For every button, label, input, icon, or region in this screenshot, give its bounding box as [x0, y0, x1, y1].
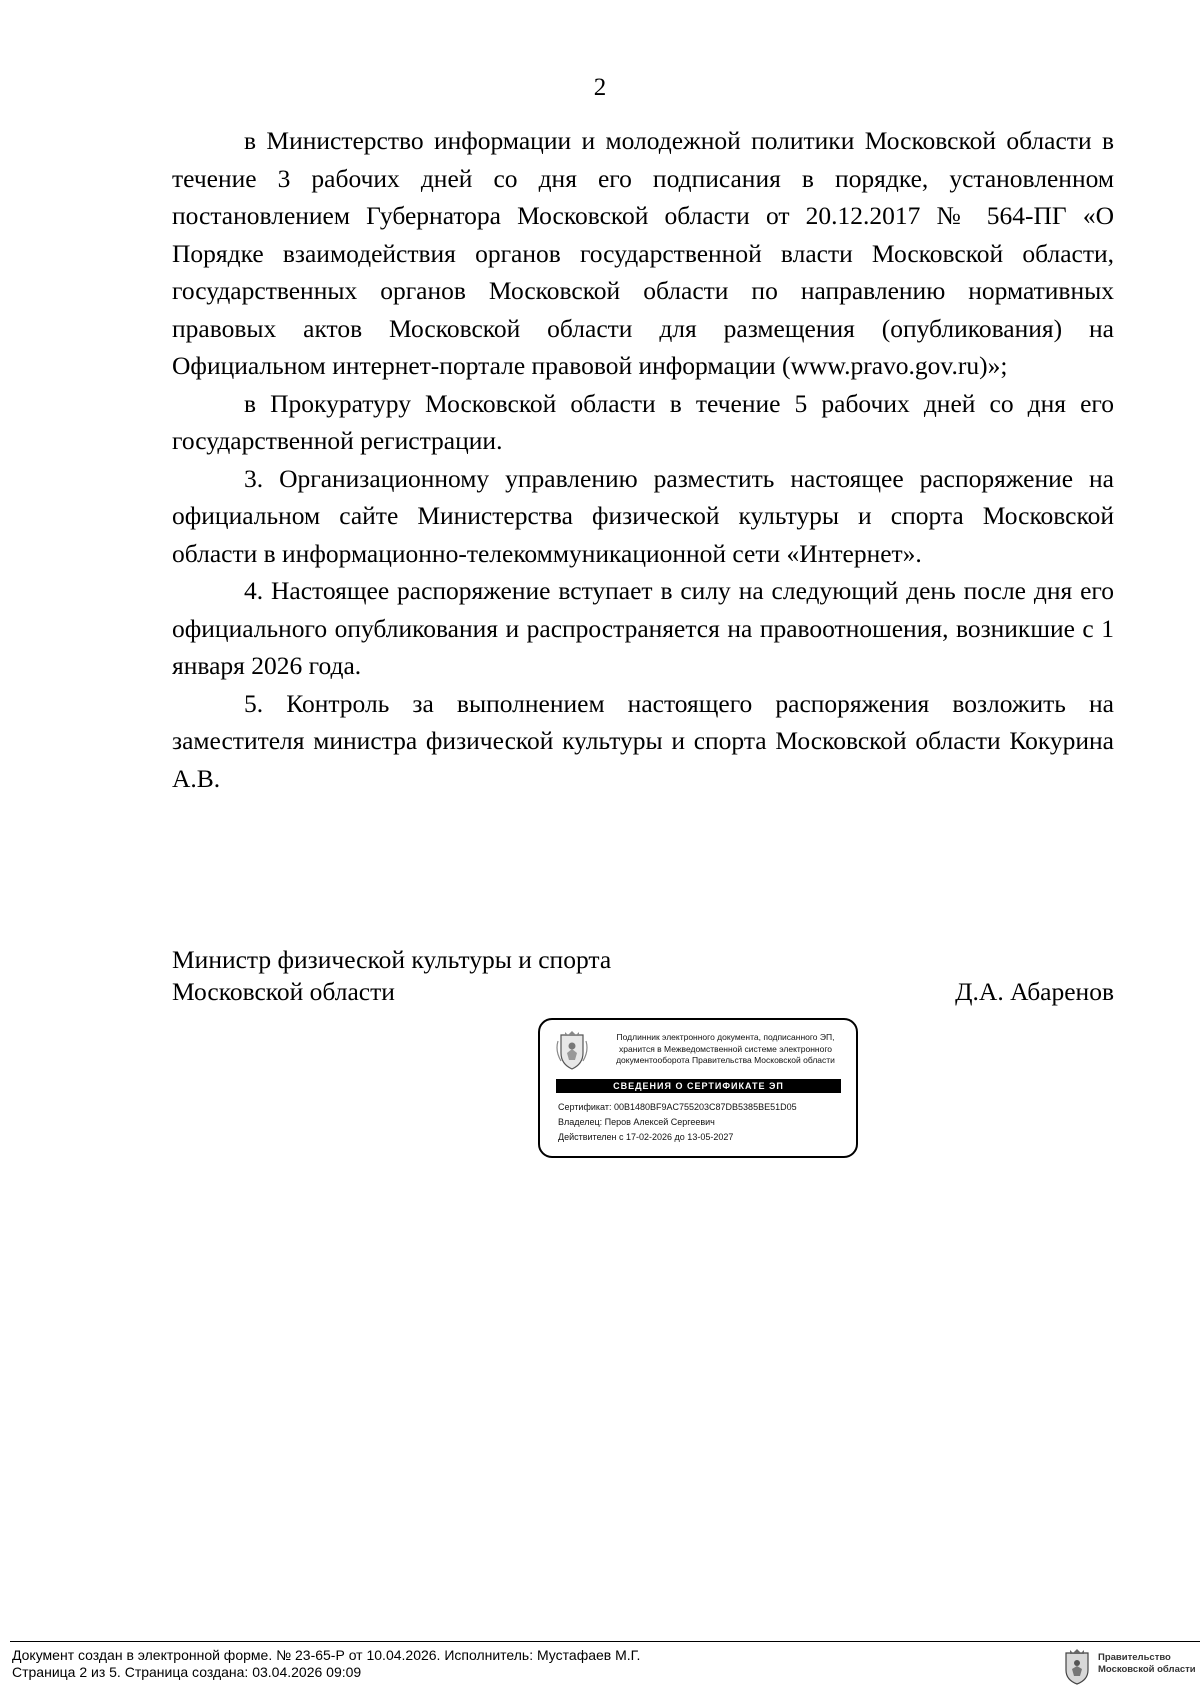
org-line-2: Московской области	[1098, 1664, 1196, 1675]
paragraph-item-3: 3. Организационному управлению разместить настоящее распоряжение на официальном сайте Министерства физической культуры и спорта Московской области в информационно-телекоммуникационной сети «Интернет».	[172, 463, 1114, 568]
footer-info	[12, 1647, 640, 1681]
paragraph-item-4: 4. Настоящее распоряжение вступает в силу на следующий день после дня его официального опубликования и распространяется на правоотношения, возникшие с 1 января 2026 года.	[172, 576, 1114, 680]
storage-notice-line-2: хранится в Межведомственной системе электронного	[619, 1043, 832, 1054]
footer-line-2: Страница 2 из 5. Страница создана: 03.04.2026 09:09	[12, 1664, 362, 1680]
certificate-number: Сертификат: 00B1480BF9AC755203C87DB5385BE51D05	[558, 1102, 797, 1112]
page-number: 2	[593, 74, 607, 101]
footer-line-1: Документ создан в электронной форме. № 23-65-Р от 10.04.2026. Исполнитель: Мустафаев М.Г.	[12, 1647, 641, 1663]
certificate-owner: Владелец: Перов Алексей Сергеевич	[558, 1117, 715, 1127]
storage-notice-line-3: документооборота Правительства Московской области	[616, 1055, 835, 1065]
certificate-details	[558, 1100, 850, 1145]
signature-block	[172, 944, 1114, 1008]
paragraph-publication: в Министерство информации и молодежной политики Московской области в течение 3 рабочих дней со дня его подписания в порядке, установленном постановлением Губернатора Московской области от 20.12.2017 № 564-ПГ «О Порядке взаимодействия органов государственной власти Московской области, государственных органов Московской области по направлению нормативных правовых актов Московской области для размещения (опубликования) на Официальном интернет-портале правовой информации (www.pravo.gov.ru)»;	[172, 126, 1114, 380]
position-line-1: Министр физической культуры и спорта	[172, 945, 612, 974]
org-line-1: Правительство	[1098, 1652, 1171, 1663]
signatory-position	[172, 944, 611, 1008]
government-org-name	[1098, 1652, 1200, 1676]
coat-of-arms-icon	[1062, 1648, 1092, 1686]
storage-notice	[598, 1032, 853, 1067]
certificate-validity: Действителен с 17-02-2026 до 13-05-2027	[558, 1132, 734, 1142]
electronic-signature-stamp	[538, 1018, 858, 1158]
certificate-header: СВЕДЕНИЯ О СЕРТИФИКАТЕ ЭП	[556, 1079, 841, 1093]
document-body	[172, 122, 1114, 797]
government-logo	[1062, 1646, 1200, 1690]
position-line-2: Московской области	[172, 977, 395, 1006]
storage-notice-line-1: Подлинник электронного документа, подписанного ЭП,	[616, 1032, 835, 1042]
paragraph-item-5: 5. Контроль за выполнением настоящего распоряжения возложить на заместителя министра физической культуры и спорта Московской области Кокурина А.В.	[172, 688, 1114, 793]
paragraph-prosecutor: в Прокуратуру Московской области в течение 5 рабочих дней со дня его государственной регистрации.	[172, 388, 1114, 455]
coat-of-arms-icon	[555, 1029, 589, 1071]
footer-divider	[10, 1641, 1200, 1642]
signatory-name: Д.А. Абаренов	[955, 977, 1114, 1006]
